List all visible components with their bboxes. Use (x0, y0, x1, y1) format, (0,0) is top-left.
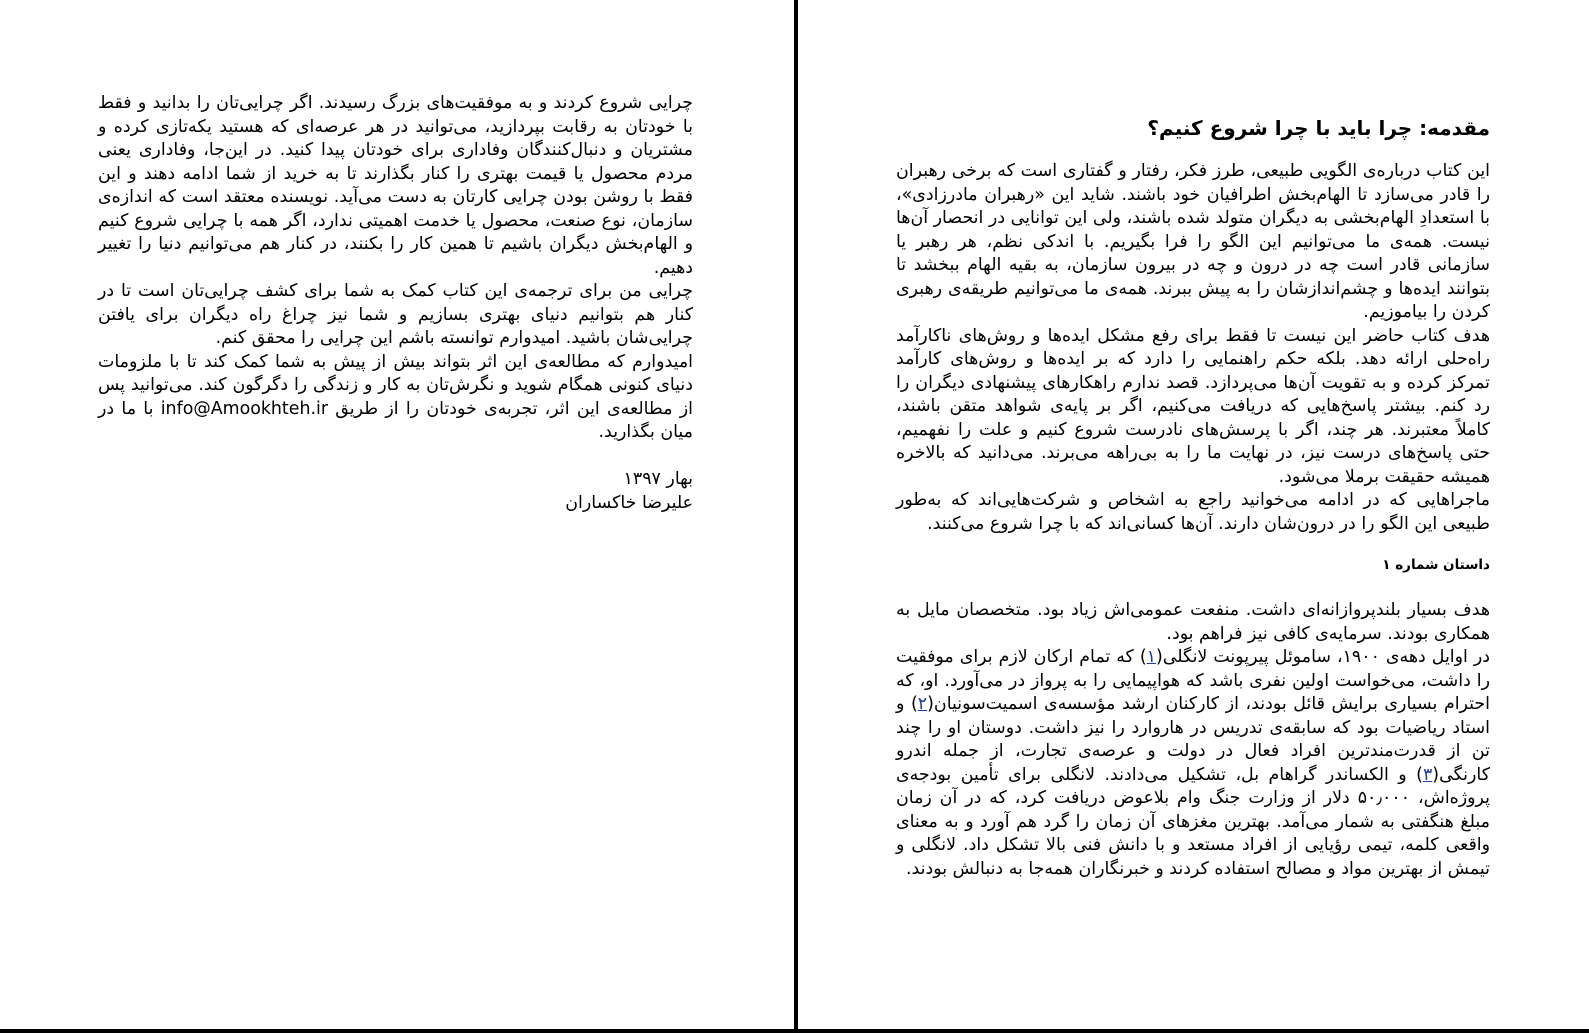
closing-text: امیدوارم که مطالعه‌ی این اثر بتواند بیش از پیش به شما کمک کند تا با ملزومات دنیای کنونی همگام شوید و نگرش‌تان به کار و زندگی را دگرگون کند. می‌توانید پس از مطالعه‌ی این اثر، تجربه‌ی خودتان را از طریق (98, 351, 694, 419)
intro-paragraph-2: هدف کتاب حاضر این نیست تا فقط برای رفع مشکل ایده‌ها و روش‌های ناکارآمد راه‌حلی ارائه دهد. بلکه حکم راهنمایی را دارد که بر ایده‌ها و روش‌های کارآمد تمرکز کرده و به تقویت آن‌ها می‌پردازد. قصد ندارم راهکارهای پیشنهادی دیگران را رد کنم. بیشتر پاسخ‌هایی که دریافت می‌کنیم، اگر بر پایه‌ی شواهد متقن باشند، کاملاً معتبرند. هر چند، اگر با پرسش‌های نادرست شروع کنیم و علت را نفهمیم، حتی پاسخ‌های درست نیز، در نهایت ما را به بی‌راهه می‌برند. می‌دانید که بالاخره همیشه حقیقت برملا می‌شود. (896, 325, 1490, 487)
intro-paragraph-3: ماجراهایی که در ادامه می‌خوانید راجع به اشخاص و شرکت‌هایی‌اند که به‌طور طبیعی این الگو را در درون‌شان دارند. آن‌ها کسانی‌اند که با چرا شروع می‌کنند. (896, 490, 1490, 534)
page-title: مقدمه: چرا باید با چرا شروع کنیم؟ (1147, 116, 1490, 140)
section-title: داستان شماره ۱ (1382, 557, 1490, 573)
bottom-border (0, 1029, 1589, 1033)
story-text-2: ) که تمام ارکان لازم برای موفقیت را داشت، می‌خواست اولین نفری باشد که هواپیمایی را به پرواز در می‌آورد. او، که احترام بسیاری برایش قائل بودند، از کارکنان ارشد مؤسسه‌ی اسمیت‌سونیان( (896, 647, 1490, 714)
story-paragraph-2 (896, 646, 1490, 881)
story-text-1: در اوایل دهه‌ی ۱۹۰۰، ساموئل پیرپونت لانگلی( (1155, 647, 1490, 667)
footnote-link-2[interactable]: ۲ (917, 694, 928, 714)
contact-email: info@Amookhteh.ir (160, 398, 328, 419)
story-paragraph-1: هدف بسیار بلندپروازانه‌ای داشت. منفعت عمومی‌اش زیاد بود. متخصصان مایل به همکاری بودند. سرمایه‌ی کافی نیز فراهم بود. (896, 600, 1490, 644)
right-page (799, 0, 1589, 1030)
left-closing-paragraph (98, 351, 693, 445)
story-text-4: ) و الکساندر گراهام بل، تشکیل می‌دادند. لانگلی برای تأمین بودجه‌ی پروژه‌اش، ۵۰٫۰۰۰ دلار از وزارت جنگ وام بلاعوض دریافت کرد، که در آن زمان مبلغ هنگفتی به شمار می‌آمد. بهترین مغزهای آن زمان را گرد هم آورد و به معنای واقعی کلمه، تیمی رؤیایی از افراد مستعد و با دانش فنی بالا تشکل داد. لانگلی و تیمش از بهترین مواد و مصالح استفاده کردند و خبرنگاران همه‌جا به دنبالش بودند. (896, 764, 1490, 879)
left-paragraph-2: چرایی من برای ترجمه‌ی این کتاب کمک به شما برای کشف چرایی‌تان است تا در کنار هم بتوانیم دنیای بهتری بسازیم و شما نیز چراغ راه دیگران برای یافتن چرایی‌شان باشید. امیدوارم توانسته باشم این چرایی را محقق کنم. (98, 281, 693, 348)
closing-tail: با ما در میان بگذارید. (98, 398, 693, 442)
intro-paragraph-1: این کتاب درباره‌ی الگویی طبیعی، طرز فکر، رفتار و گفتاری است که برخی رهبران را قادر می‌سازد تا الهام‌بخش اطرافیان خود باشند. شاید این «رهبران مادرزادی»، با استعدادِ الهام‌بخشی به دیگران متولد شده باشند، ولی این توانایی در انحصار آن‌ها نیست. همه‌ی ما می‌توانیم این الگو را فرا بگیریم. با اندکی نظم، هر رهبر یا سازمانی قادر است چه در درون و چه در بیرون سازمان، به بقیه الهام ببخشد تا بتوانند ایده‌ها و چشم‌اندازشان را به پیش ببرند. همه‌ی ما می‌توانیم طریقه‌ی رهبری کردن را بیاموزیم. (896, 161, 1490, 322)
left-paragraph-1: چرایی شروع کردند و به موفقیت‌های بزرگ رسیدند. اگر چرایی‌تان را بدانید و فقط با خودتان به رقابت بپردازید، می‌توانید در هر عرصه‌ای که هستید یکه‌تازی کرده و مشتریان و دنبال‌کنندگان وفاداری برای خودتان پیدا کنید. در این‌جا، وفاداری یعنی مردم محصول یا قیمت بهتری را کنار بگذارند تا به خرید از شما ادامه دهند و این فقط با روشن بودن چرایی کارتان به دست می‌آید. نویسنده معتقد است که اندازه‌ی سازمان، نوع صنعت، محصول یا خدمت اهمیتی ندارد، اگر همه با چرایی شروع کنیم و الهام‌بخش دیگران باشیم تا همین کار را بکنند، در کنار هم می‌توانیم دنیا را تغییر دهیم. (98, 93, 693, 278)
date-line: بهار ۱۳۹۷ (623, 469, 693, 489)
left-column (98, 92, 693, 515)
blank-line (98, 445, 693, 469)
footnote-link-1[interactable]: ۱ (1146, 647, 1156, 667)
page-divider (794, 0, 798, 1033)
story-text-3: ) و استاد ریاضیات بود که سابقه‌ی تدریس در هاروارد را نیز داشت. دوستان او را چند تن از قدرت‌مندترین افراد فعال در دولت و عرصه‌ی تجارت، از جمله اندرو کارنگی( (896, 694, 1490, 785)
right-column (896, 114, 1490, 881)
footnote-link-3[interactable]: ۳ (1422, 764, 1433, 785)
left-page (0, 0, 794, 1030)
translator-name: علیرضا خاکساران (565, 492, 693, 513)
